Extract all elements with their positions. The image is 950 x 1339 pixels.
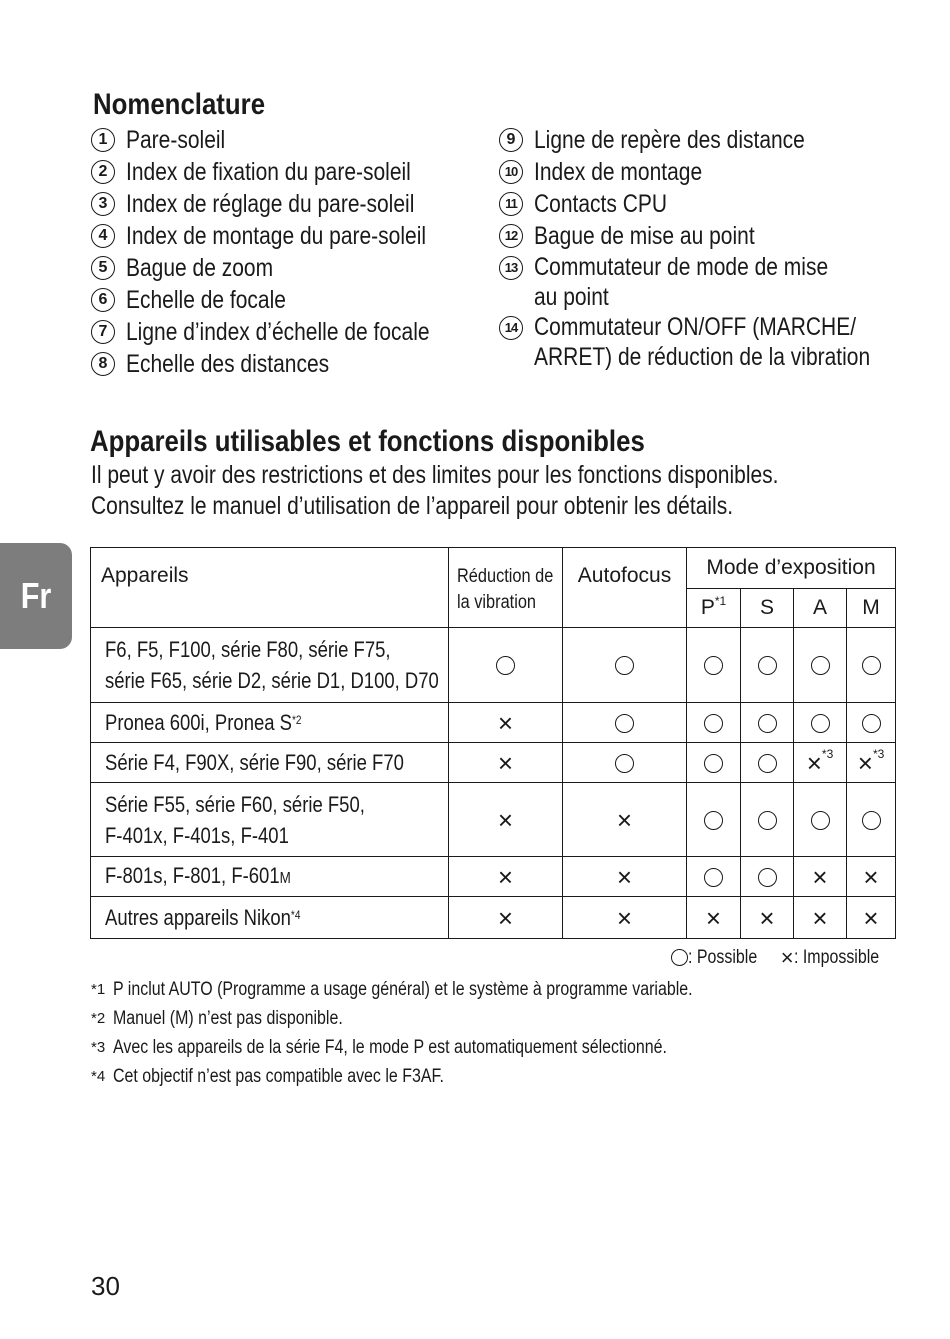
- header-devices: Appareils: [91, 548, 449, 628]
- possible-circle-icon: [704, 868, 723, 887]
- footnote-text: Cet objectif n’est pas compatible avec le F3AF.: [113, 1066, 444, 1087]
- table-row: [91, 897, 896, 939]
- impossible-cross-icon: ×: [497, 862, 514, 893]
- intro-line-1: Il peut y avoir des restrictions et des limites pour les fonctions disponibles.: [91, 461, 779, 489]
- device-cell: Pronea 600i, Pronea S$^{*2}$: [91, 703, 449, 743]
- possible-circle-icon: [704, 811, 723, 830]
- possible-circle-icon: [811, 811, 830, 830]
- footnote-mark: *2: [91, 1010, 106, 1027]
- mode-m-cell: [847, 743, 896, 783]
- item-number-badge: 9: [499, 128, 523, 152]
- possible-circle-icon: [704, 754, 723, 773]
- impossible-cross-icon: ×: [812, 862, 828, 893]
- device-cell: F6, F5, F100, série F80, série F75, série F65, série D2, série D1, D100, D70: [91, 628, 449, 703]
- possible-circle-icon: [811, 656, 830, 675]
- mode-p-cell: [687, 628, 741, 703]
- vibration-reduction-cell: [449, 703, 563, 743]
- device-cell: Autres appareils Nikon$^{*4}$: [91, 897, 449, 939]
- footnote-ref: *3: [821, 746, 834, 761]
- page-number: 30: [91, 1271, 120, 1301]
- mode-m-cell: [847, 628, 896, 703]
- mode-p-cell: [687, 897, 741, 939]
- mode-m-cell: [847, 897, 896, 939]
- mode-s-cell: [741, 743, 794, 783]
- item-label: Bague de mise au point: [534, 222, 755, 250]
- mode-m-cell: [847, 703, 896, 743]
- compat-intro: [91, 460, 909, 522]
- vibration-reduction-cell: [449, 628, 563, 703]
- mode-p-cell: [687, 783, 741, 857]
- intro-line-2: Consultez le manuel d’utilisation de l’appareil pour obtenir les détails.: [91, 492, 734, 520]
- mode-s-cell: [741, 703, 794, 743]
- vibration-reduction-cell: [449, 783, 563, 857]
- impossible-cross-icon: ×: [616, 862, 633, 893]
- table-legend: : Possible ×: Impossible: [671, 947, 895, 969]
- item-number-badge: 11: [499, 192, 523, 216]
- impossible-cross-icon: ×: [497, 708, 514, 739]
- header-mode-p: P$^{*1}$: [687, 589, 741, 628]
- table-row: [91, 703, 896, 743]
- possible-circle-icon: [615, 714, 634, 733]
- possible-circle-icon: [862, 811, 881, 830]
- possible-circle-icon: [758, 868, 777, 887]
- header-mode-s: S: [741, 589, 794, 628]
- item-label: Ligne de repère des distance: [534, 126, 805, 154]
- item-label: Bague de zoom: [126, 254, 274, 282]
- possible-circle-icon: [704, 656, 723, 675]
- item-label: Index de réglage du pare-soleil: [126, 190, 415, 218]
- mode-s-cell: [741, 897, 794, 939]
- impossible-cross-icon: ×: [497, 748, 514, 779]
- compat-title: Appareils utilisables et fonctions disponibles: [90, 425, 645, 458]
- mode-a-cell: [794, 628, 847, 703]
- item-number-badge: 1: [91, 128, 115, 152]
- mode-m-cell: [847, 857, 896, 897]
- footnote-ref: *3: [872, 746, 885, 761]
- impossible-cross-icon: ×: [497, 805, 514, 836]
- possible-circle-icon: [758, 656, 777, 675]
- mode-a-cell: [794, 897, 847, 939]
- item-number-badge: 4: [91, 224, 115, 248]
- table-row: [91, 857, 896, 897]
- header-exposure-mode: Mode d’exposition: [687, 548, 896, 589]
- footnote-mark: *4: [91, 1068, 106, 1085]
- footnote-mark: *1: [91, 981, 106, 998]
- mode-a-cell: [794, 743, 847, 783]
- nomenclature-title: Nomenclature: [93, 88, 266, 121]
- mode-p-cell: [687, 743, 741, 783]
- item-number-badge: 8: [91, 352, 115, 376]
- mode-a-cell: [794, 857, 847, 897]
- impossible-cross-icon: ×: [812, 903, 828, 934]
- possible-circle-icon: [758, 811, 777, 830]
- header-mode-m: M: [847, 589, 896, 628]
- mode-p-cell: [687, 703, 741, 743]
- impossible-cross-icon: ×: [497, 903, 514, 934]
- header-autofocus: Autofocus: [563, 548, 687, 628]
- item-number-badge: 7: [91, 320, 115, 344]
- item-label: Ligne d’index d’échelle de focale: [126, 318, 430, 346]
- possible-circle-icon: [496, 656, 515, 675]
- device-cell: Série F55, série F60, série F50, F-401x, F-401s, F-401: [91, 783, 449, 857]
- impossible-cross-icon: ×: [857, 748, 873, 779]
- language-tab: Fr: [0, 543, 72, 649]
- item-number-badge: 14: [499, 316, 523, 340]
- mode-s-cell: [741, 857, 794, 897]
- impossible-cross-icon: ×: [616, 805, 633, 836]
- mode-s-cell: [741, 628, 794, 703]
- footnote-ref: *4: [290, 908, 301, 922]
- item-label: Index de montage du pare-soleil: [126, 222, 427, 250]
- mode-p-cell: [687, 857, 741, 897]
- compat-table: [90, 547, 896, 939]
- mode-m-cell: [847, 783, 896, 857]
- table-row: [91, 743, 896, 783]
- impossible-cross-icon: ×: [705, 903, 722, 934]
- autofocus-cell: [563, 743, 687, 783]
- item-number-badge: 5: [91, 256, 115, 280]
- possible-circle-icon: [758, 754, 777, 773]
- item-number-badge: 3: [91, 192, 115, 216]
- impossible-cross-icon: ×: [759, 903, 775, 934]
- table-row: [91, 783, 896, 857]
- possible-circle-icon: [615, 754, 634, 773]
- autofocus-cell: [563, 703, 687, 743]
- footnote-text: Avec les appareils de la série F4, le mode P est automatiquement sélectionné.: [113, 1037, 667, 1058]
- autofocus-cell: [563, 857, 687, 897]
- possible-circle-icon: [671, 949, 688, 966]
- possible-circle-icon: [862, 656, 881, 675]
- footnote-text: Manuel (M) n’est pas disponible.: [113, 1008, 343, 1029]
- autofocus-cell: [563, 783, 687, 857]
- item-number-badge: 13: [499, 256, 523, 280]
- item-label: Commutateur de mode de mise au point: [534, 253, 829, 311]
- item-number-badge: 6: [91, 288, 115, 312]
- item-label: Echelle de focale: [126, 286, 286, 314]
- header-mode-a: A: [794, 589, 847, 628]
- table-row: [91, 628, 896, 703]
- item-label: Index de fixation du pare-soleil: [126, 158, 411, 186]
- footnote-mark: *3: [91, 1039, 106, 1056]
- possible-circle-icon: [862, 714, 881, 733]
- impossible-cross-icon: ×: [806, 748, 822, 779]
- item-label: Pare-soleil: [126, 126, 226, 154]
- impossible-cross-icon: ×: [780, 944, 794, 970]
- possible-circle-icon: [811, 714, 830, 733]
- device-cell: F-801s, F-801, F-601M: [91, 857, 449, 897]
- mode-a-cell: [794, 703, 847, 743]
- possible-circle-icon: [704, 714, 723, 733]
- header-vibration-reduction: Réduction de la vibration: [449, 548, 563, 628]
- item-label: Echelle des distances: [126, 350, 330, 378]
- footnote-ref: *2: [291, 713, 302, 727]
- vibration-reduction-cell: [449, 743, 563, 783]
- mode-a-cell: [794, 783, 847, 857]
- footnote-text: P inclut AUTO (Programme a usage général) et le système à programme variable.: [113, 979, 693, 1000]
- item-label: Commutateur ON/OFF (MARCHE/ ARRET) de réduction de la vibration: [534, 313, 871, 371]
- vibration-reduction-cell: [449, 897, 563, 939]
- item-number-badge: 10: [499, 160, 523, 184]
- impossible-cross-icon: ×: [863, 903, 879, 934]
- item-number-badge: 2: [91, 160, 115, 184]
- autofocus-cell: [563, 628, 687, 703]
- mode-s-cell: [741, 783, 794, 857]
- vibration-reduction-cell: [449, 857, 563, 897]
- impossible-cross-icon: ×: [616, 903, 633, 934]
- autofocus-cell: [563, 897, 687, 939]
- device-cell: Série F4, F90X, série F90, série F70: [91, 743, 449, 783]
- item-label: Index de montage: [534, 158, 703, 186]
- item-number-badge: 12: [499, 224, 523, 248]
- possible-circle-icon: [615, 656, 634, 675]
- item-label: Contacts CPU: [534, 190, 668, 218]
- impossible-cross-icon: ×: [863, 862, 879, 893]
- possible-circle-icon: [758, 714, 777, 733]
